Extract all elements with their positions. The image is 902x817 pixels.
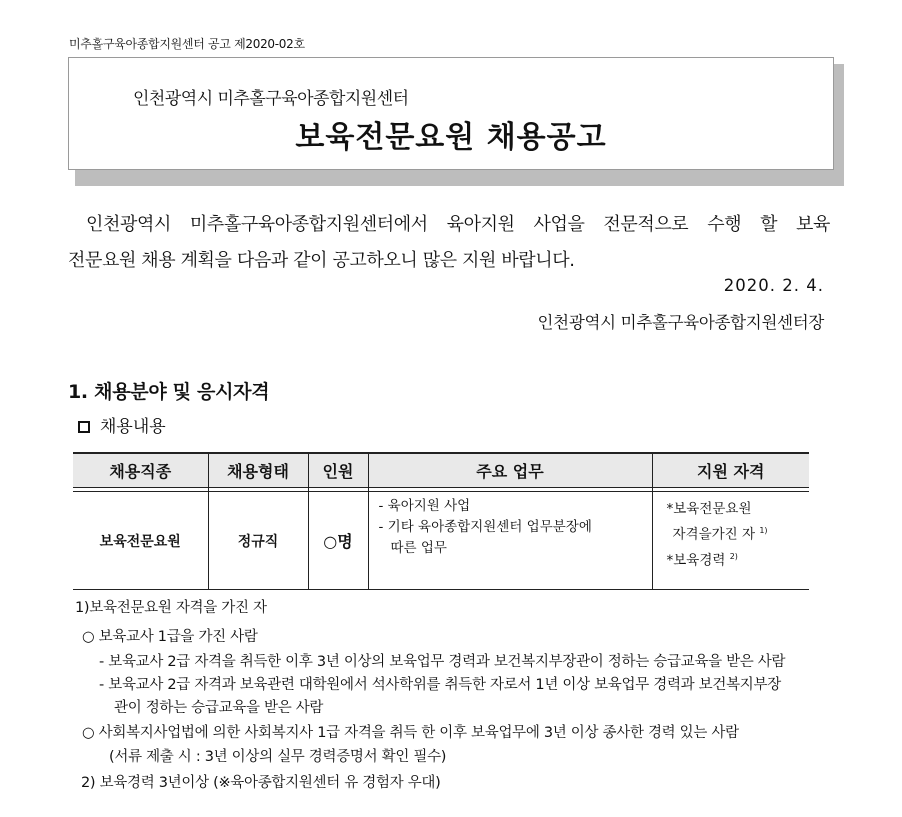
cell-count: ○명 <box>308 492 368 590</box>
note-2: 2) 보육경력 3년이상 (※육아종합지원센터 유 경험자 우대) <box>81 775 441 791</box>
note-1-item-cont: (서류 제출 시 : 3년 이상의 실무 경력증명서 확인 필수) <box>109 749 447 765</box>
table-header-row <box>73 453 809 488</box>
duty-item: - 기타 육아종합지원센터 업무분장에 <box>378 519 592 535</box>
cell-duties <box>368 492 652 590</box>
sub-heading <box>78 412 166 437</box>
col-header-duties: 주요 업무 <box>368 453 652 488</box>
footnote-ref: 2) <box>729 551 738 561</box>
note-1: 1)보육전문요원 자격을 가진 자 <box>75 600 267 616</box>
notice-date: 2020. 2. 4. <box>723 276 824 295</box>
notice-number: 미추홀구육아종합지원센터 공고 제2020-02호 <box>69 37 305 51</box>
cell-qualification <box>652 492 809 590</box>
section-heading: 1. 채용분야 및 응시자격 <box>68 381 270 403</box>
cell-type: 정규직 <box>208 492 308 590</box>
duty-item: - 육아지원 사업 <box>378 498 471 514</box>
page-title: 보육전문요원 채용공고 <box>295 120 607 155</box>
intro-paragraph <box>68 207 830 279</box>
footnote-ref: 1) <box>759 526 768 535</box>
organization-name: 인천광역시 미추홀구육아종합지원센터 <box>133 89 409 109</box>
cell-job: 보육전문요원 <box>73 492 208 590</box>
qualification-item: *보육전문요원 <box>666 501 752 517</box>
table-row <box>73 492 809 590</box>
col-header-count: 인원 <box>308 453 368 488</box>
intro-line-1: 인천광역시 미추홀구육아종합지원센터에서 육아지원 사업을 전문적으로 수행 할 보육 <box>86 214 830 235</box>
note-1-subitem: - 보육교사 2급 자격과 보육관련 대학원에서 석사학위를 취득한 자로서 1년 이상 보육업무 경력과 보건복지부장 <box>99 677 781 693</box>
duty-item: 따른 업무 <box>390 540 447 556</box>
checkbox-square-icon <box>78 421 90 433</box>
note-1-subitem-cont: 관이 정하는 승급교육을 받은 사람 <box>114 700 324 716</box>
col-header-type: 채용형태 <box>208 453 308 488</box>
recruitment-table <box>73 452 809 590</box>
title-box <box>68 57 834 170</box>
note-1-item: ○ 사회복지사업법에 의한 사회복지사 1급 자격을 취득 한 이후 보육업무에 3년 이상 종사한 경력 있는 사람 <box>82 725 739 741</box>
qualification-item: *보육경력 $^{2)}$ <box>666 551 738 568</box>
note-1-subitem: - 보육교사 2급 자격을 취득한 이후 3년 이상의 보육업무 경력과 보건복지부장관이 정하는 승급교육을 받은 사람 <box>99 654 786 670</box>
col-header-job: 채용직종 <box>73 453 208 488</box>
qualification-item-cont: 자격을가진 자 $^{1)}$ <box>672 526 768 543</box>
sub-heading-label: 채용내용 <box>100 417 166 437</box>
col-header-qualification: 지원 자격 <box>652 453 809 488</box>
note-1-item: ○ 보육교사 1급을 가진 사람 <box>82 629 258 645</box>
signer: 인천광역시 미추홀구육아종합지원센터장 <box>537 313 824 332</box>
intro-line-2: 전문요원 채용 계획을 다음과 같이 공고하오니 많은 지원 바랍니다. <box>68 250 575 271</box>
